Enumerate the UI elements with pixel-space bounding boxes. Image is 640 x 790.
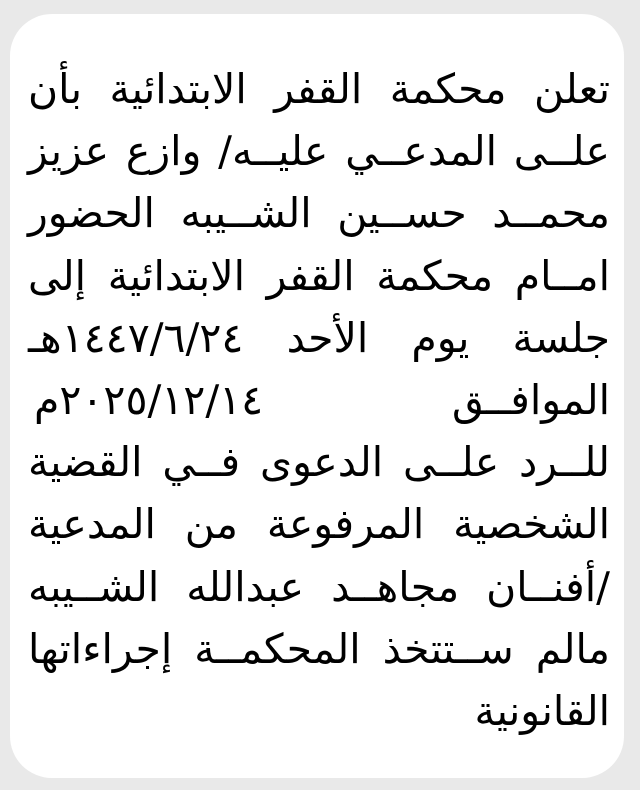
gregorian-date: ٢٠٢٥/١٢/١٤م xyxy=(34,376,264,425)
notice-line-1: تعلن محكمة القفر الابتدائية بأن xyxy=(28,65,610,113)
court-notice-text xyxy=(28,58,610,742)
notice-line-10: مالم ســتتخذ المحكمــة إجراءاتها xyxy=(28,624,610,673)
notice-line-5: جلسة يوم الأحد ١٤٤٧/٦/٢٤هـ xyxy=(28,313,610,362)
date-label: الموافــق xyxy=(452,376,610,425)
notice-date-line xyxy=(28,369,610,431)
notice-line-7: للــرد علــى الدعوى فــي القضية xyxy=(28,438,610,487)
notice-line-11: القانونية xyxy=(474,687,610,736)
notice-line-4: امــام محكمة القفر الابتدائية إلى xyxy=(28,251,610,300)
notice-line-8: الشخصية المرفوعة من المدعية xyxy=(28,500,610,549)
notice-line-3: محمــد حســين الشــيبه الحضور xyxy=(28,189,610,238)
notice-line-2: علــى المدعــي عليــه/ وازع عزيز xyxy=(28,127,610,176)
notice-line-9: /أفنــان مجاهــد عبدالله الشــيبه xyxy=(28,562,610,611)
